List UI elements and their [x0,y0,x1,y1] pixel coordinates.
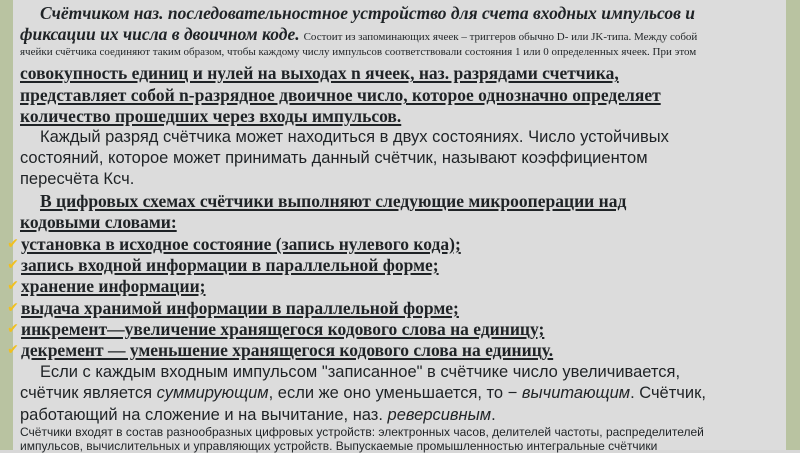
checkmark-icon: ✔ [7,236,19,252]
states-line-3: пересчёта Ксч. [20,170,135,188]
types-text: . Счётчик, [630,384,706,402]
microops-line-1: В цифровых схемах счётчики выполняют следующие микрооперации над [40,191,627,211]
list-item [4,234,764,254]
list-item-text: выдача хранимой информации в параллельной форме; [21,298,459,318]
definition-line-2 [20,24,697,45]
list-item-text: установка в исходное состояние (запись нулевого кода); [21,234,461,254]
checkmark-icon: ✔ [7,300,19,316]
states-line-1: Каждый разряд счётчика может находиться в двух состояниях. Число устойчивых [40,128,669,146]
types-text: счётчик является [20,384,157,402]
types-text: . [491,406,496,424]
types-line-3 [20,406,496,425]
definition-line-4: совокупность единиц и нулей на выходах n ячеек, наз. разрядами счетчика, [20,63,619,83]
footer-line-2: импульсов, вычислительных и управляющих устройств. Выпускаемые промышленностью интегральные счётчики [20,439,658,453]
definition-line-1: Счётчиком наз. последовательностное устройство для счета входных импульсов и [40,3,696,23]
left-accent-band [0,0,13,450]
list-item-text: инкремент—увеличение хранящегося кодового слова на единицу; [21,319,545,339]
states-line-2: состояний, которое может принимать данный счётчик, называют коэффициентом [20,149,648,167]
checkmark-icon: ✔ [7,321,19,337]
definition-line-5: представляет собой n-разрядное двоичное число, которое однозначно определяет [20,85,661,105]
footer-line-1: Счётчики входят в состав разнообразных цифровых устройств: электронных часов, делителей частоты, распределителей [20,425,704,439]
definition-line-6: количество прошедших через входы импульсов. [20,106,402,126]
list-item-text: запись входной информации в параллельной форме; [21,255,439,275]
list-item [4,340,764,360]
reversible-term: реверсивным [387,406,492,424]
types-line-1: Если с каждым входным импульсом "записанное" в счётчике число увеличивается, [40,363,681,381]
definition-line-3: ячейки счётчика соединяют таким образом, чтобы каждому числу импульсов соответствовали состояния 1 или 0 определенных ячеек. При этом [20,46,697,58]
types-line-2 [20,384,706,403]
subtracting-term: вычитающим [521,384,631,402]
definition-note-1: Состоит из запоминающих ячеек – триггеров обычно D- или JK-типа. Между собой [303,31,698,43]
list-item [4,319,764,339]
checkmark-icon: ✔ [7,278,19,294]
types-text: , если же оно уменьшается, то − [268,384,522,402]
checkmark-icon: ✔ [7,257,19,273]
list-item [4,276,764,296]
list-item-text: хранение информации; [21,276,206,296]
microops-line-2: кодовыми словами: [20,212,177,232]
list-item-text: декремент — уменьшение хранящегося кодового слова на единицу. [21,340,554,360]
summing-term: суммирующим [156,384,269,402]
list-item [4,298,764,318]
definition-term: фиксации их числа в двоичном коде. [20,24,300,44]
checkmark-icon: ✔ [7,342,19,358]
list-item [4,255,764,275]
types-text: работающий на сложение и на вычитание, наз. [20,406,388,424]
